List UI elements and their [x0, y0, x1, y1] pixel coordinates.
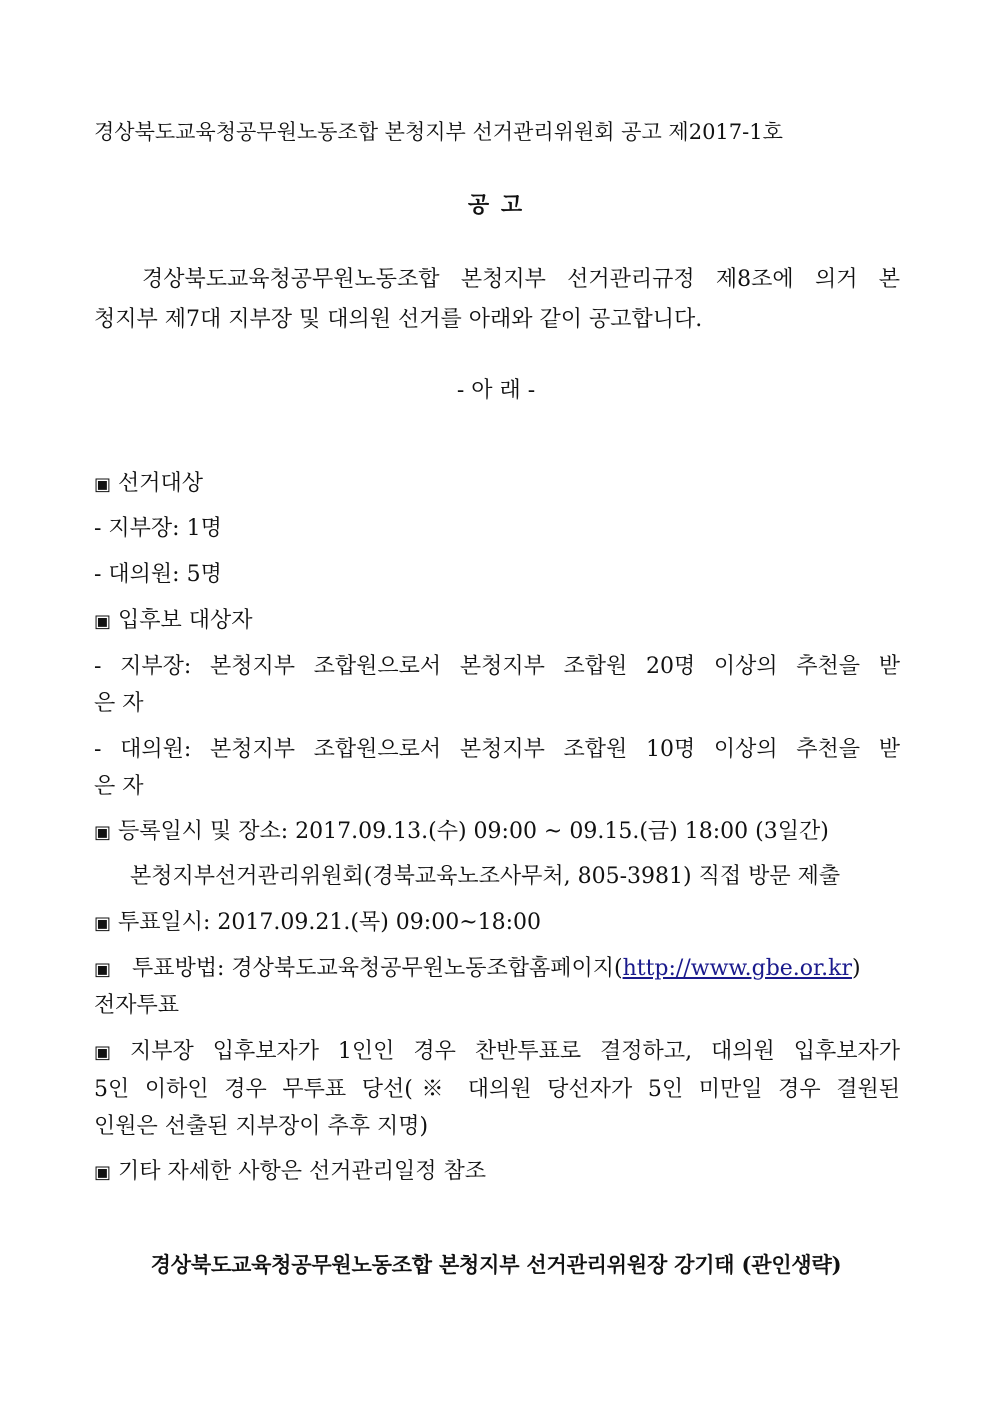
section-voting-method [94, 951, 900, 988]
square-bullet-icon: ▣ [94, 1042, 112, 1063]
intro-line-1: 경상북도교육청공무원노동조합 본청지부 선거관리규정 제8조에 의거 본 [142, 267, 900, 292]
section-heading: 입후보 대상자 [118, 608, 253, 633]
other-text: 기타 자세한 사항은 선거관리일정 참조 [118, 1159, 487, 1184]
section-candidates [94, 603, 900, 640]
section-heading: 선거대상 [118, 471, 204, 496]
voting-method-suffix: ) [851, 956, 861, 981]
section-uncontested [94, 1034, 900, 1071]
candidate-delegate-line-2: 은 자 [94, 774, 144, 799]
candidate-branch-head-line-2: 은 자 [94, 691, 144, 716]
square-bullet-icon: ▣ [94, 822, 112, 843]
section-election-targets [94, 466, 900, 503]
section-voting-date [94, 905, 900, 942]
registration-line-2: 본청지부선거관리위원회(경북교육노조사무처, 805-3981) 직접 방문 제출 [130, 864, 841, 889]
section-other [94, 1154, 900, 1191]
notice-number: 경상북도교육청공무원노동조합 본청지부 선거관리위원회 공고 제2017-1호 [94, 120, 783, 144]
candidate-branch-head-line-1: - 지부장: 본청지부 조합원으로서 본청지부 조합원 20명 이상의 추천을 받 [94, 654, 900, 679]
below-heading: - 아 래 - [456, 378, 536, 403]
square-bullet-icon: ▣ [94, 913, 112, 934]
voting-method-prefix: 투표방법: 경상북도교육청공무원노동조합홈페이지( [132, 956, 623, 981]
section-registration [94, 814, 900, 851]
intro-line-2: 청지부 제7대 지부장 및 대의원 선거를 아래와 같이 공고합니다. [94, 307, 703, 332]
homepage-link[interactable]: http://www.gbe.or.kr [622, 956, 852, 981]
uncontested-line-2: 5인 이하인 경우 무투표 당선(※ 대의원 당선자가 5인 미만일 경우 결원된 [94, 1077, 900, 1102]
square-bullet-icon: ▣ [94, 959, 112, 980]
list-item: - 대의원: 5명 [94, 562, 222, 587]
square-bullet-icon: ▣ [94, 1162, 112, 1183]
square-bullet-icon: ▣ [94, 474, 112, 495]
notice-title: 공 고 [467, 192, 525, 218]
uncontested-line-1: 지부장 입후보자가 1인인 경우 찬반투표로 결정하고, 대의원 입후보자가 [129, 1039, 900, 1064]
list-item: - 지부장: 1명 [94, 516, 222, 541]
uncontested-line-3: 인원은 선출된 지부장이 추후 지명) [94, 1114, 429, 1139]
candidate-delegate-line-1: - 대의원: 본청지부 조합원으로서 본청지부 조합원 10명 이상의 추천을 받 [94, 737, 900, 762]
voting-date-text: 투표일시: 2017.09.21.(목) 09:00~18:00 [118, 910, 542, 935]
square-bullet-icon: ▣ [94, 611, 112, 632]
signature: 경상북도교육청공무원노동조합 본청지부 선거관리위원장 강기태 (관인생략) [150, 1252, 842, 1277]
registration-line-1: 등록일시 및 장소: 2017.09.13.(수) 09:00 ~ 09.15.(금) 18:00 (3일간) [118, 819, 829, 844]
voting-method-line-2: 전자투표 [94, 993, 180, 1018]
